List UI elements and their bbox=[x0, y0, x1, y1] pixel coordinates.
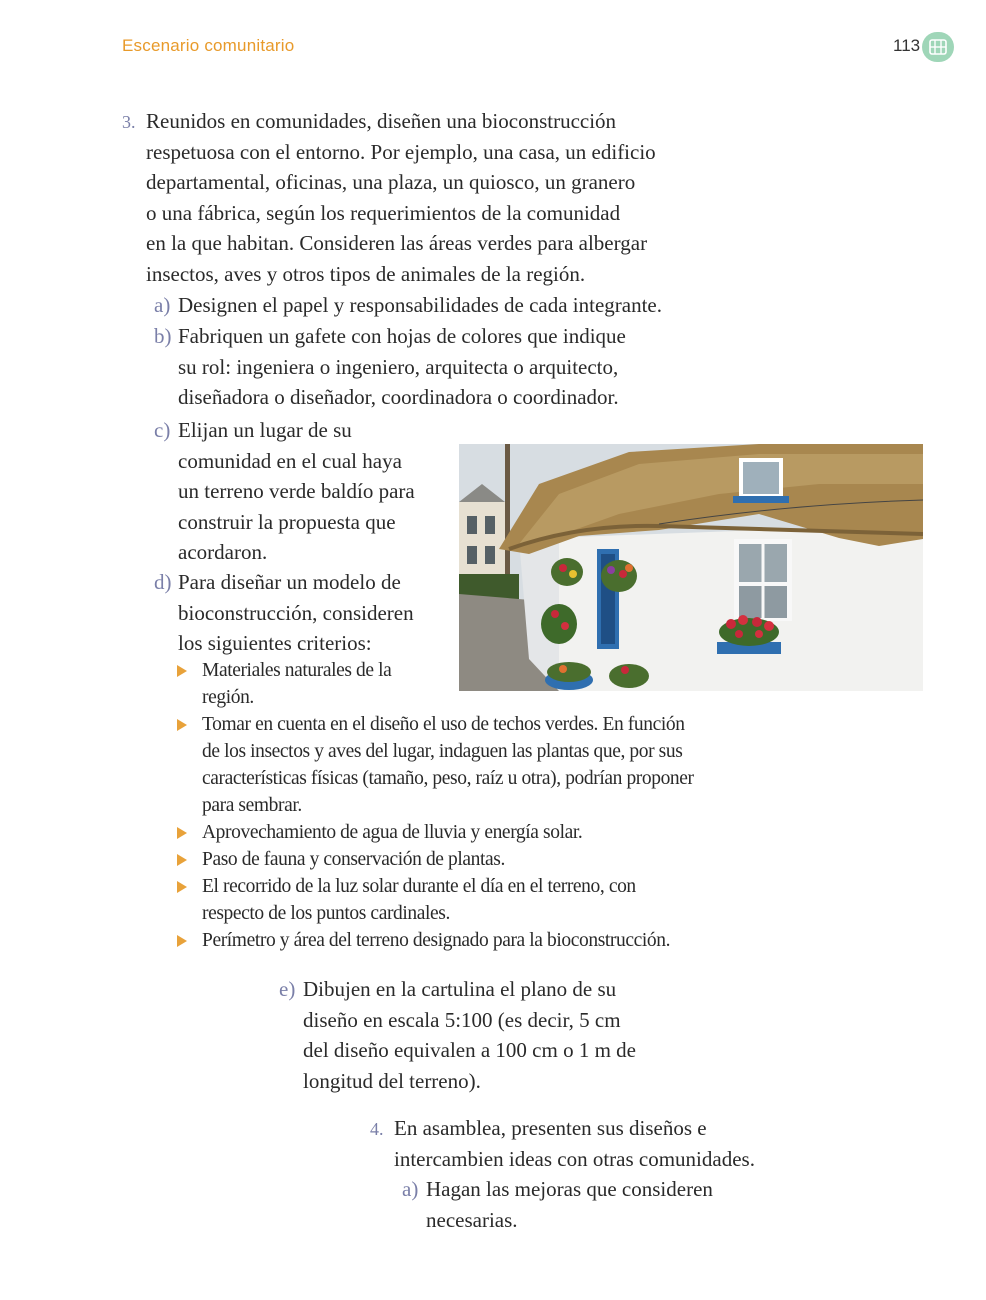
list-item bbox=[177, 927, 737, 954]
subitem-3b bbox=[154, 321, 626, 413]
text-line: Fabriquen un gafete con hojas de colores que indique bbox=[178, 324, 626, 348]
text-line: En asamblea, presenten sus diseños e bbox=[394, 1116, 707, 1140]
text-line: Elijan un lugar de su bbox=[178, 418, 352, 442]
item-number: 3. bbox=[122, 112, 136, 132]
list-item bbox=[177, 873, 737, 927]
subitem-letter: c) bbox=[154, 418, 171, 442]
text-line: bioconstrucción, consideren bbox=[178, 600, 414, 625]
text-line: de los insectos y aves del lugar, indaguen las plantas que, por sus bbox=[202, 741, 683, 762]
subitem-3a bbox=[154, 290, 662, 321]
text-line: insectos, aves y otros tipos de animales de la región. bbox=[146, 261, 586, 286]
text-line: construir la propuesta que bbox=[178, 509, 396, 534]
text-line: Reunidos en comunidades, diseñen una bioconstrucción bbox=[146, 109, 617, 133]
text-line: diseño en escala 5:100 (es decir, 5 cm bbox=[303, 1007, 621, 1032]
subitem-3d bbox=[154, 567, 414, 659]
text-line: en la que habitan. Consideren las áreas verdes para albergar bbox=[146, 231, 648, 255]
thatched-cottage-photo bbox=[459, 444, 923, 691]
subitem-letter: a) bbox=[402, 1177, 419, 1201]
subitem-4a bbox=[402, 1174, 713, 1235]
subitem-3e bbox=[279, 974, 636, 1096]
subitem-letter: a) bbox=[154, 293, 171, 317]
text-line: región. bbox=[202, 687, 254, 708]
text-line: acordaron. bbox=[178, 540, 268, 564]
text-line: longitud del terreno). bbox=[303, 1068, 481, 1093]
activity-3 bbox=[122, 106, 656, 289]
bullet-arrow-icon bbox=[177, 935, 187, 947]
text-line: comunidad en el cual haya bbox=[178, 448, 402, 473]
text-line: Materiales naturales de la bbox=[202, 660, 392, 681]
activity-4 bbox=[370, 1113, 755, 1174]
text-line: Paso de fauna y conservación de plantas. bbox=[202, 849, 505, 870]
page-number: 113 bbox=[893, 36, 921, 55]
item-number: 4. bbox=[370, 1119, 384, 1139]
subitem-3c bbox=[154, 415, 415, 568]
text-line: respecto de los puntos cardinales. bbox=[202, 903, 450, 924]
text-line: Dibujen en la cartulina el plano de su bbox=[303, 977, 617, 1001]
list-item bbox=[177, 819, 737, 846]
bullet-arrow-icon bbox=[177, 827, 187, 839]
text-line: para sembrar. bbox=[202, 795, 302, 816]
text-line: un terreno verde baldío para bbox=[178, 479, 415, 503]
community-icon bbox=[922, 32, 954, 62]
text-line: Aprovechamiento de agua de lluvia y energía solar. bbox=[202, 822, 583, 843]
section-title: Escenario comunitario bbox=[122, 36, 295, 55]
text-line: Para diseñar un modelo de bbox=[178, 570, 401, 594]
text-line: características físicas (tamaño, peso, raíz u otra), podrían proponer bbox=[202, 768, 694, 789]
text-line: diseñadora o diseñador, coordinadora o coordinador. bbox=[178, 385, 619, 409]
subitem-letter: b) bbox=[154, 324, 172, 348]
subitem-letter: d) bbox=[154, 570, 172, 594]
list-item bbox=[177, 711, 737, 819]
text-line: intercambien ideas con otras comunidades. bbox=[394, 1146, 755, 1171]
text-line: necesarias. bbox=[426, 1207, 518, 1232]
text-line: o una fábrica, según los requerimientos de la comunidad bbox=[146, 200, 621, 225]
text-line: los siguientes criterios: bbox=[178, 631, 372, 655]
text-line: su rol: ingeniera o ingeniero, arquitecta o arquitecto, bbox=[178, 354, 619, 379]
text-line: Hagan las mejoras que consideren bbox=[426, 1177, 713, 1201]
bullet-arrow-icon bbox=[177, 854, 187, 866]
bullet-arrow-icon bbox=[177, 881, 187, 893]
text-line: departamental, oficinas, una plaza, un quiosco, un granero bbox=[146, 170, 636, 194]
text-line: Perímetro y área del terreno designado para la bioconstrucción. bbox=[202, 930, 671, 951]
text-line: respetuosa con el entorno. Por ejemplo, una casa, un edificio bbox=[146, 139, 656, 164]
bullet-arrow-icon bbox=[177, 665, 187, 677]
text-line: El recorrido de la luz solar durante el día en el terreno, con bbox=[202, 876, 636, 897]
criteria-list bbox=[177, 657, 737, 954]
bullet-arrow-icon bbox=[177, 719, 187, 731]
text-line: Designen el papel y responsabilidades de cada integrante. bbox=[178, 293, 662, 317]
text-line: del diseño equivalen a 100 cm o 1 m de bbox=[303, 1038, 636, 1062]
text-line: Tomar en cuenta en el diseño el uso de techos verdes. En función bbox=[202, 714, 685, 735]
list-item bbox=[177, 846, 737, 873]
subitem-letter: e) bbox=[279, 977, 296, 1001]
